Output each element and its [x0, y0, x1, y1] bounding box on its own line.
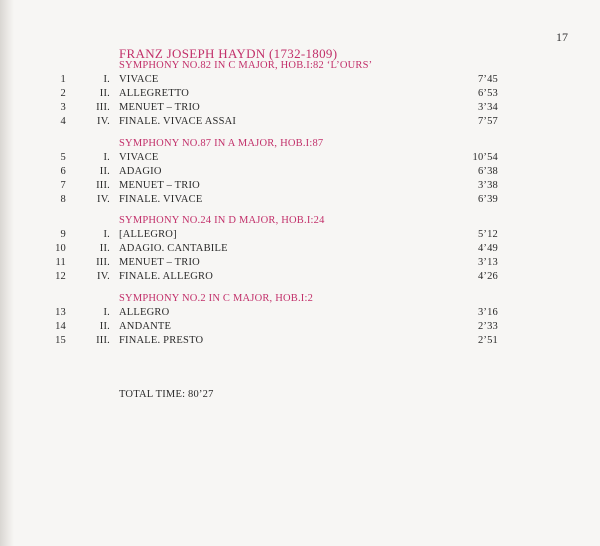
track-duration: 5’12: [477, 229, 498, 240]
movement-title: VIVACE: [119, 74, 159, 85]
track-duration: 4’26: [477, 271, 498, 282]
work-title: SYMPHONY NO.2 IN C MAJOR, HOB.I:2: [119, 293, 314, 304]
movement-title: MENUET – TRIO: [119, 257, 200, 268]
movement-title: ANDANTE: [119, 321, 172, 332]
movement-number: II.: [99, 88, 110, 99]
track-duration: 7’57: [477, 116, 498, 127]
movement-number: I.: [103, 152, 110, 163]
track-row: [0, 257, 600, 271]
track-duration: 2’33: [477, 321, 498, 332]
movement-number: III.: [96, 335, 110, 346]
movement-number: IV.: [97, 194, 110, 205]
movement-title: ADAGIO: [119, 166, 162, 177]
track-duration: 6’38: [477, 166, 498, 177]
work-title: SYMPHONY NO.24 IN D MAJOR, HOB.I:24: [119, 215, 325, 226]
track-number: 11: [55, 257, 66, 268]
movement-number: III.: [96, 102, 110, 113]
track-row: [0, 74, 600, 88]
work-title: SYMPHONY NO.87 IN A MAJOR, HOB.I:87: [119, 138, 324, 149]
track-duration: 7’45: [477, 74, 498, 85]
track-number: 1: [60, 74, 66, 85]
track-row: [0, 335, 600, 349]
track-row: [0, 152, 600, 166]
movement-number: IV.: [97, 271, 110, 282]
track-duration: 3’38: [477, 180, 498, 191]
movement-title: ALLEGRO: [119, 307, 170, 318]
track-number: 7: [60, 180, 66, 191]
track-duration: 3’34: [477, 102, 498, 113]
track-row: [0, 307, 600, 321]
track-row: [0, 243, 600, 257]
track-row: [0, 229, 600, 243]
movement-number: I.: [103, 307, 110, 318]
page-number: 17: [556, 30, 568, 44]
movement-title: MENUET – TRIO: [119, 102, 200, 113]
track-number: 8: [60, 194, 66, 205]
movement-number: III.: [96, 257, 110, 268]
movement-number: I.: [103, 74, 110, 85]
movement-number: IV.: [97, 116, 110, 127]
track-number: 5: [60, 152, 66, 163]
movement-number: I.: [103, 229, 110, 240]
movement-number: III.: [96, 180, 110, 191]
movement-title: FINALE. VIVACE: [119, 194, 203, 205]
track-number: 13: [55, 307, 66, 318]
track-duration: 3’16: [477, 307, 498, 318]
track-row: [0, 102, 600, 116]
track-duration: 2’51: [477, 335, 498, 346]
track-row: [0, 321, 600, 335]
track-row: [0, 116, 600, 130]
movement-title: FINALE. PRESTO: [119, 335, 204, 346]
track-duration: 10’54: [472, 152, 498, 163]
track-duration: 3’13: [477, 257, 498, 268]
movement-title: ADAGIO. CANTABILE: [119, 243, 228, 254]
track-number: 10: [55, 243, 66, 254]
track-number: 9: [60, 229, 66, 240]
composer-heading: FRANZ JOSEPH HAYDN (1732-1809): [119, 46, 338, 61]
track-duration: 4’49: [477, 243, 498, 254]
track-duration: 6’53: [477, 88, 498, 99]
work-title: SYMPHONY NO.82 IN C MAJOR, HOB.I:82 ‘L’OURS’: [119, 60, 373, 71]
movement-title: FINALE. VIVACE ASSAI: [119, 116, 237, 127]
track-row: [0, 180, 600, 194]
total-time: TOTAL TIME: 80’27: [119, 389, 214, 400]
movement-title: MENUET – TRIO: [119, 180, 200, 191]
movement-number: II.: [99, 166, 110, 177]
track-row: [0, 271, 600, 285]
track-number: 2: [60, 88, 66, 99]
track-number: 15: [55, 335, 66, 346]
movement-title: FINALE. ALLEGRO: [119, 271, 213, 282]
track-row: [0, 166, 600, 180]
movement-title: ALLEGRETTO: [119, 88, 190, 99]
track-duration: 6’39: [477, 194, 498, 205]
movement-title: VIVACE: [119, 152, 159, 163]
track-row: [0, 88, 600, 102]
track-number: 14: [55, 321, 66, 332]
movement-number: II.: [99, 243, 110, 254]
track-row: [0, 194, 600, 208]
track-number: 12: [55, 271, 66, 282]
track-number: 3: [60, 102, 66, 113]
track-number: 6: [60, 166, 66, 177]
movement-number: II.: [99, 321, 110, 332]
movement-title: [ALLEGRO]: [119, 229, 177, 240]
track-number: 4: [60, 116, 66, 127]
